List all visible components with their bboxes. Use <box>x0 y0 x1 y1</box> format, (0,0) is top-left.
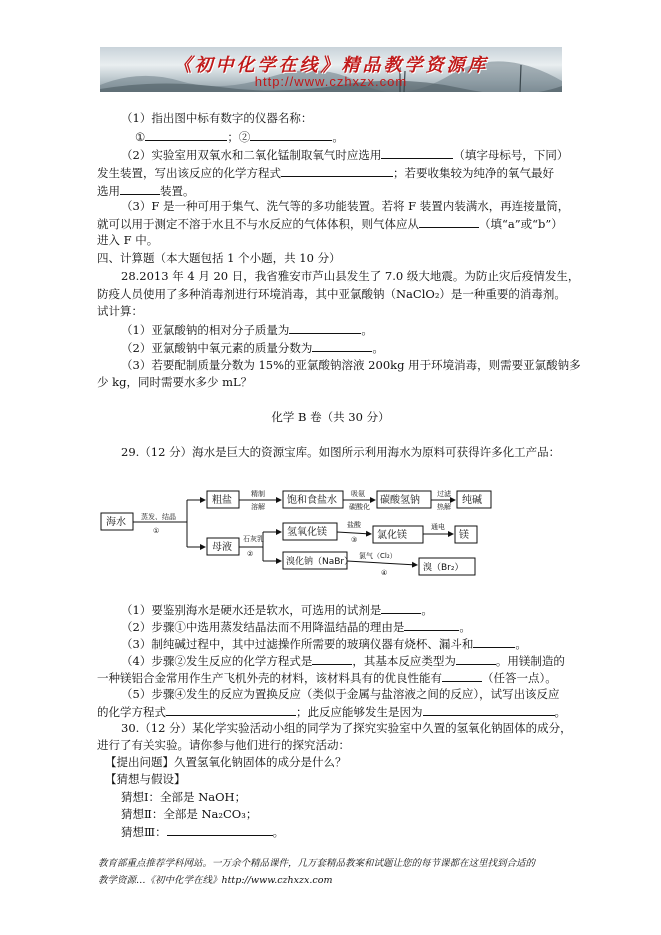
node-crude-salt: 粗盐 <box>212 495 232 506</box>
q28-line2: 防疫人员使用了多种消毒剂进行环境消毒，其中亚氯酸钠（NaClO₂）是一种重要的消毒剂。 <box>97 287 566 301</box>
answer-blank[interactable] <box>281 164 393 177</box>
banner-url[interactable]: http://www.czhxzx.com <box>254 74 408 89</box>
q-part1-line7: 就可以用于测定不溶于水且不与水反应的气体体积，则气体应从 （填“a”或“b”） <box>97 217 563 231</box>
answer-blank[interactable] <box>312 652 352 665</box>
answer-blank[interactable] <box>120 182 160 195</box>
q28-line6: （3）若要配制质量分数为 15%的亚氯酸钠溶液 200kg 用于环境消毒，则需要亚氯酸钠多 <box>121 358 581 372</box>
label-electrolysis: 通电 <box>431 523 445 531</box>
q28-line7: 少 kg，同时需要水多少 mL？ <box>97 375 253 389</box>
footer-line1: 教育部重点推荐学科网站。一万余个精品课件，几万套精品教案和试题让您的每节课都在这里找到合适的 <box>98 858 536 869</box>
node-mother-liquor: 母液 <box>212 542 232 553</box>
node-mg-hydroxide: 氢氧化镁 <box>287 527 327 538</box>
label-step1: ① <box>153 527 160 535</box>
label-chlorine: 氯气（Cl₂） <box>359 552 397 560</box>
q30-guess2: 猜想Ⅱ：全部是 Na₂CO₃； <box>121 807 258 821</box>
answer-blank[interactable] <box>456 652 496 665</box>
q-part1-line5: 选用 装置。 <box>97 184 195 198</box>
label-lime-milk: 石灰乳 <box>243 535 264 543</box>
q28-line5: （2）亚氯酸钠中氧元素的质量分数为 。 <box>121 341 384 355</box>
q29-line7: 的化学方程式 ；此反应能够发生是因为 。 <box>97 705 566 719</box>
answer-blank[interactable] <box>423 703 555 716</box>
q-part1-line2: ① ；② 。 <box>135 130 344 144</box>
q-part1-line6: （3）F 是一种可用于集气、洗气等的多功能装置。若将 F 装置内装满水，再连接量筒， <box>121 199 570 213</box>
node-soda-ash: 纯碱 <box>462 495 482 506</box>
node-seawater: 海水 <box>106 517 126 528</box>
q-part1-line3: （2）实验室用双氧水和二氧化锰制取氧气时应选用 （填字母标号，下同） <box>121 148 569 162</box>
answer-blank[interactable] <box>167 823 273 836</box>
label-step4: ④ <box>381 569 388 577</box>
label-nh3-absorb: 吸氨 <box>351 490 365 498</box>
label-carbonation: 碳酸化 <box>349 503 370 511</box>
seawater-flow-diagram <box>97 480 527 595</box>
node-nabr: 溴化钠（NaBr） <box>286 557 354 567</box>
header-banner <box>100 47 562 92</box>
q30-guess1: 猜想Ⅰ：全部是 NaOH； <box>121 790 247 804</box>
label-heat: 热解 <box>437 503 451 511</box>
label-refine1: 精制 <box>251 490 265 498</box>
answer-blank[interactable] <box>381 601 421 614</box>
q29-line2: （2）步骤①中选用蒸发结晶法而不用降温结晶的理由是 。 <box>121 620 471 634</box>
label-refine2: 溶解 <box>251 503 265 511</box>
q30-line1: 30.（12 分）某化学实验活动小组的同学为了探究实验室中久置的氢氧化钠固体的成分， <box>121 721 572 735</box>
node-bromine: 溴（Br₂） <box>423 563 464 573</box>
label-filter: 过滤 <box>437 490 451 498</box>
answer-blank[interactable] <box>250 128 332 141</box>
node-mg-chloride: 氯化镁 <box>377 530 407 541</box>
answer-blank[interactable] <box>312 339 372 352</box>
label-step2: ② <box>247 550 254 558</box>
q30-line4: 【猜想与假设】 <box>105 772 186 786</box>
q28-line1: 28.2013 年 4 月 20 日，我省雅安市芦山县发生了 7.0 级大地震。为防止灾后疫情发生， <box>121 269 580 283</box>
q30-line2: 进行了有关实验。请你参与他们进行的探究活动： <box>97 738 350 752</box>
answer-blank[interactable] <box>442 669 482 682</box>
label-step3: ③ <box>351 536 358 544</box>
q29-line3: （3）制纯碱过程中，其中过滤操作所需要的玻璃仪器有烧杯、漏斗和 。 <box>121 637 527 651</box>
answer-blank[interactable] <box>404 618 459 631</box>
node-brine: 饱和食盐水 <box>287 495 337 506</box>
banner-title: 《初中化学在线》精品教学资源库 <box>173 55 489 76</box>
answer-blank[interactable] <box>419 215 479 228</box>
answer-blank[interactable] <box>145 128 227 141</box>
answer-blank[interactable] <box>166 703 296 716</box>
q28-line4: （1）亚氯酸钠的相对分子质量为 。 <box>121 323 373 337</box>
q29-line1: （1）要鉴别海水是硬水还是软水，可选用的试剂是 。 <box>121 603 433 617</box>
q30-line3: 【提出问题】久置氢氧化钠固体的成分是什么？ <box>105 755 347 769</box>
q28-line3: 试计算： <box>97 304 143 318</box>
label-hcl: 盐酸 <box>347 521 361 529</box>
section-heading: 四、计算题（本大题包括 1 个小题，共 10 分） <box>97 251 341 265</box>
q30-guess3: 猜想Ⅲ： 。 <box>121 825 285 839</box>
q29-line6: （5）步骤④发生的反应为置换反应（类似于金属与盐溶液之间的反应），试写出该反应 <box>121 687 560 701</box>
q-part1-line4: 发生装置，写出该反应的化学方程式 ；若要收集较为纯净的氧气最好 <box>97 166 554 180</box>
q29-line4: （4）步骤②发生反应的化学方程式是 ，其基本反应类型为 。用镁制造的 <box>121 654 565 668</box>
q29-intro: 29.（12 分）海水是巨大的资源宝库。如图所示利用海水为原料可获得许多化工产品： <box>121 445 561 459</box>
q29-line5: 一种镁铝合金常用作生产飞机外壳的材料，该材料具有的优良性能有 （任答一点）。 <box>97 671 557 685</box>
footer-line2: 教学资源…《初中化学在线》http://www.czhxzx.com <box>98 875 333 886</box>
paper-b-title: 化学 B 卷（共 30 分） <box>271 410 390 424</box>
page-footer <box>98 855 598 889</box>
q-part1-line1: （1）指出图中标有数字的仪器名称： <box>121 111 313 125</box>
answer-blank[interactable] <box>289 321 361 334</box>
node-nahco3: 碳酸氢钠 <box>380 495 420 506</box>
q-part1-line8: 进入 F 中。 <box>97 233 159 247</box>
node-magnesium: 镁 <box>459 530 469 541</box>
label-evap: 蒸发、结晶 <box>141 513 176 521</box>
answer-blank[interactable] <box>473 635 515 648</box>
answer-blank[interactable] <box>381 146 453 159</box>
